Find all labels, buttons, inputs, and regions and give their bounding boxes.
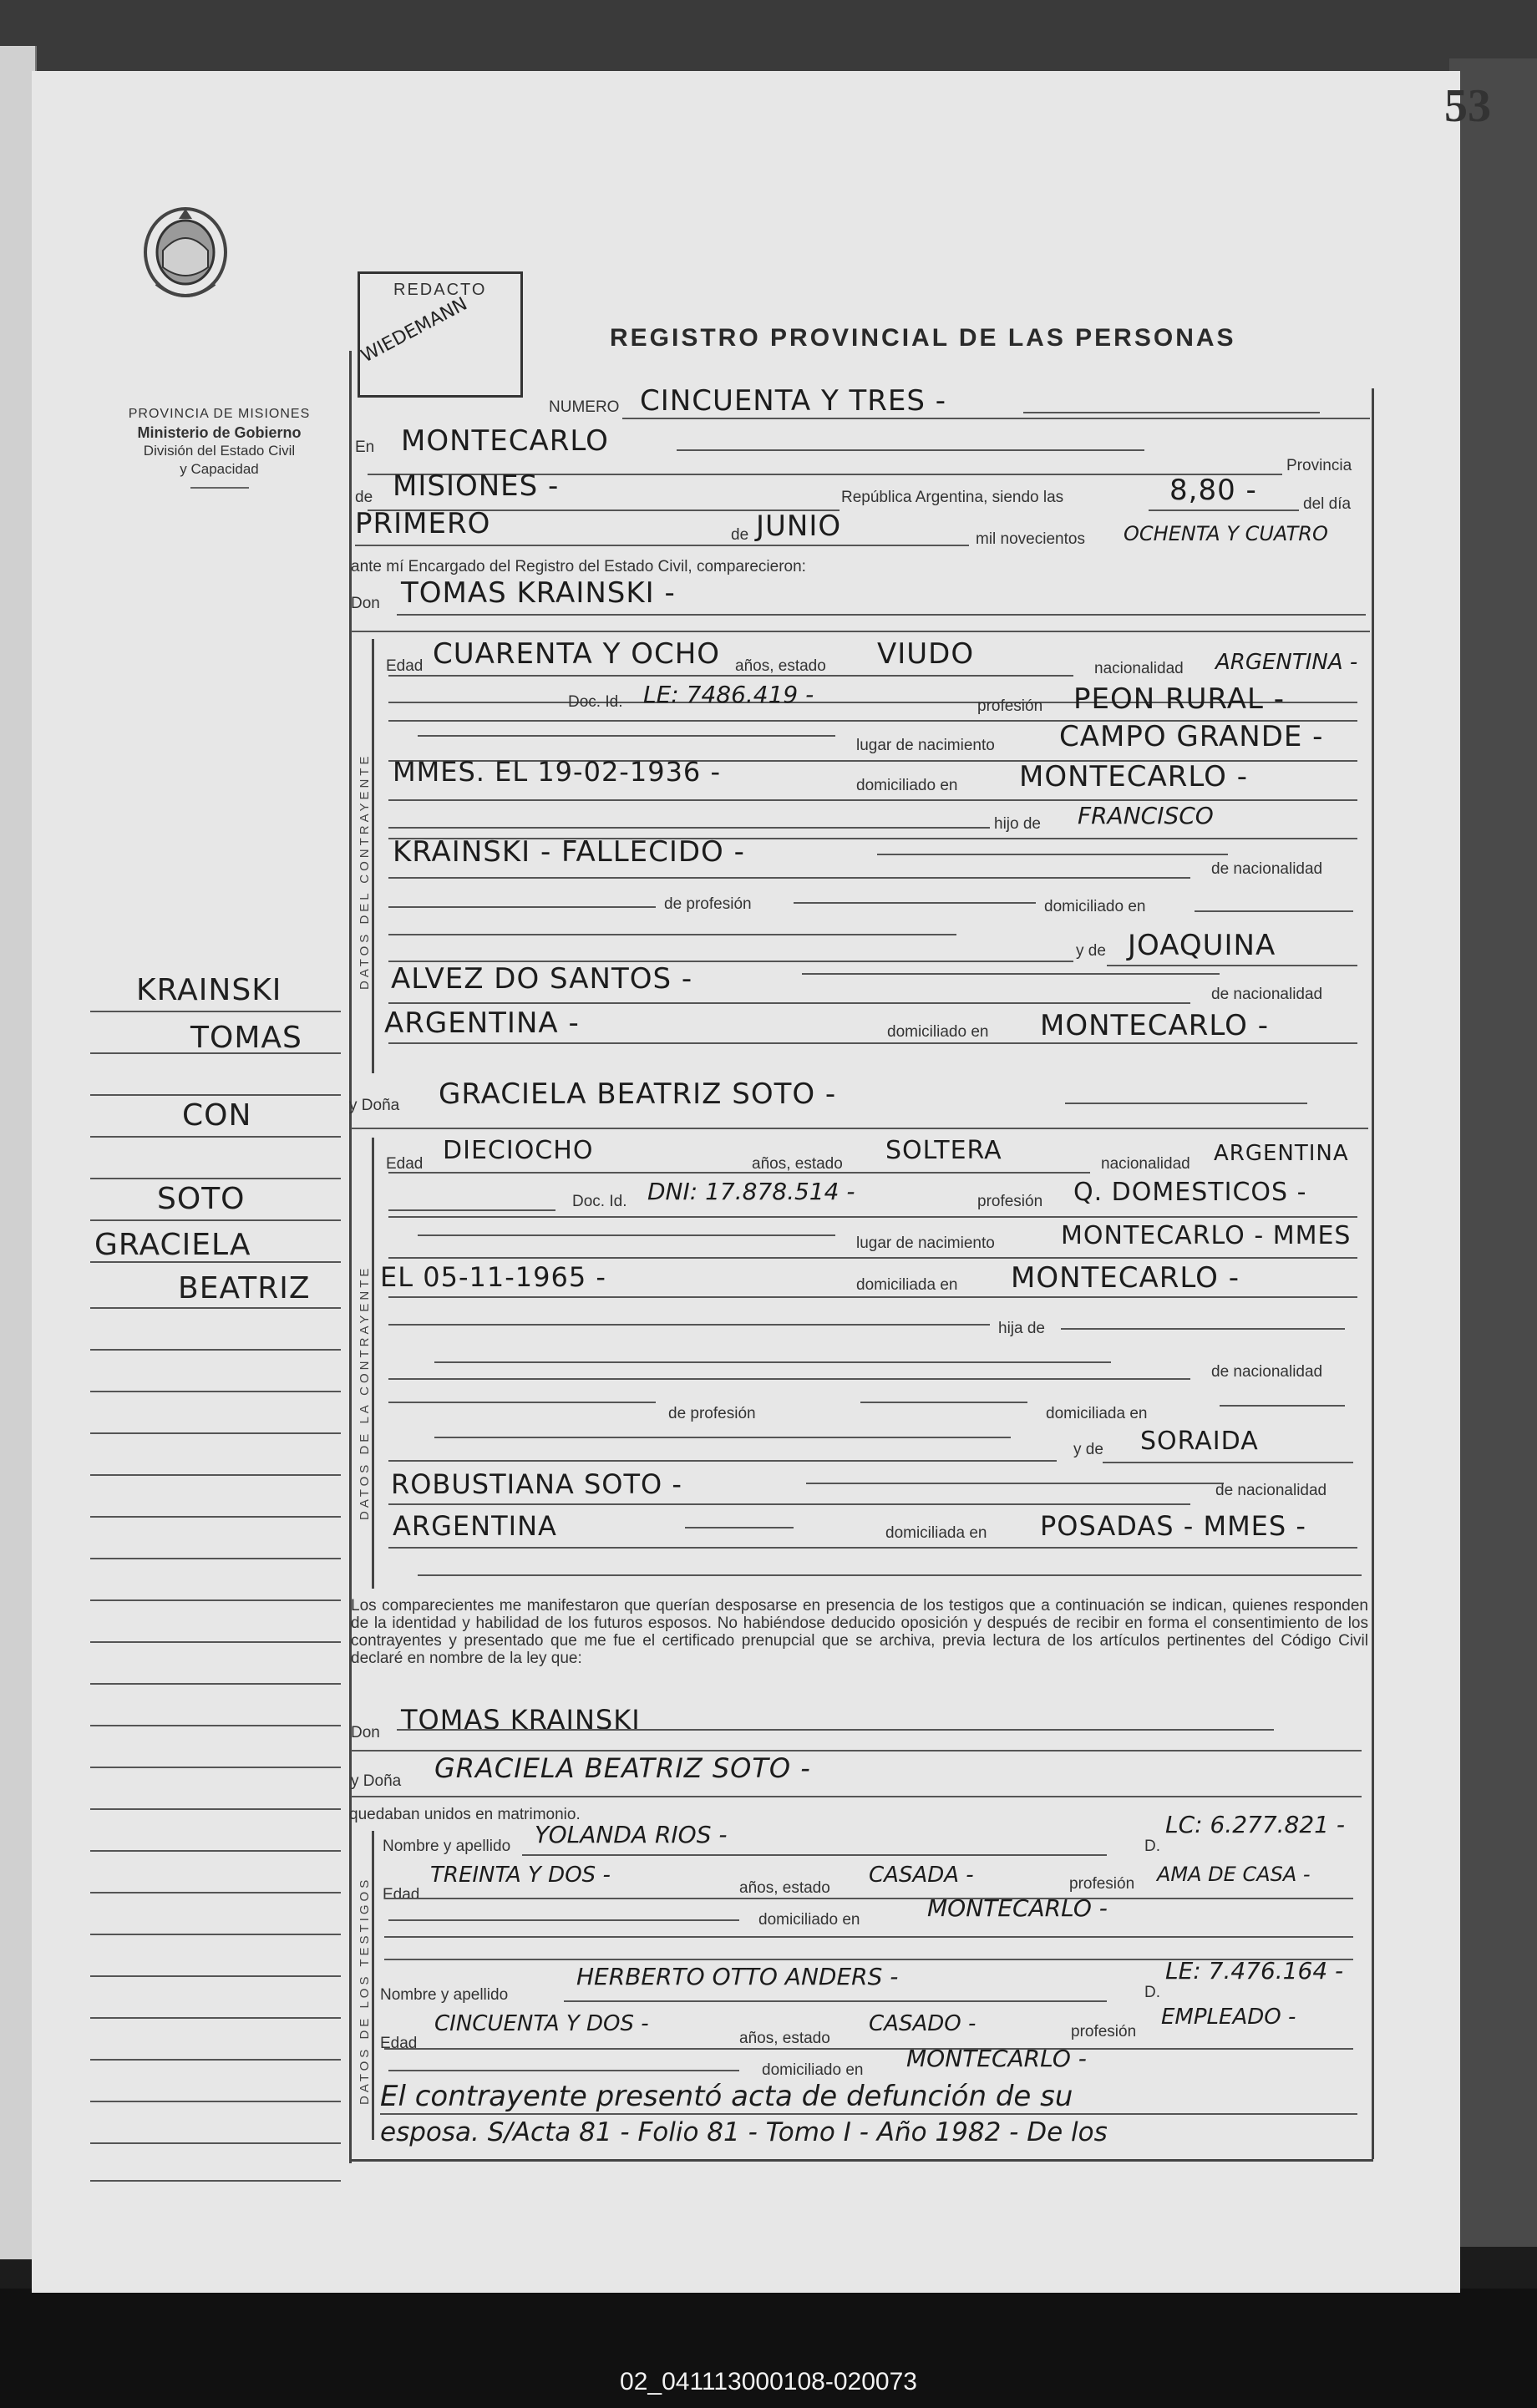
profesion-label-4: profesión — [1071, 2023, 1137, 2040]
contrayenta-edad: DIECIOCHO — [443, 1136, 594, 1165]
contrayenta-lugar-nacimiento: MONTECARLO - MMES — [1061, 1221, 1352, 1250]
fill-line — [388, 2070, 739, 2071]
contrayente-madre-cont: ALVEZ DO SANTOS - — [391, 962, 693, 996]
fill-line — [388, 906, 656, 908]
contrayenta-nacionalidad: ARGENTINA — [1214, 1141, 1349, 1166]
margin-rule — [90, 2017, 341, 2019]
label-datos-testigos: DATOS DE LOS TESTIGOS — [358, 1876, 372, 2105]
testigo2-edad: CINCUENTA Y DOS - — [434, 2011, 649, 2036]
provincia-value: MISIONES - — [393, 469, 560, 503]
de-profesion-label-2: de profesión — [668, 1405, 756, 1422]
nombre-apellido-label-2: Nombre y apellido — [380, 1986, 509, 2004]
domiciliado-label: domiciliado en — [856, 777, 958, 794]
footer-code: 02_041113000108-020073 — [620, 2368, 917, 2395]
domiciliada-label-2: domiciliada en — [1046, 1405, 1148, 1422]
fill-line — [397, 1729, 1274, 1731]
contrayente-padre: FRANCISCO — [1078, 802, 1214, 829]
margin-given-name-1: TOMAS — [190, 1021, 302, 1055]
fill-line — [388, 934, 956, 935]
ciudad-value: MONTECARLO — [401, 424, 609, 458]
fill-line — [434, 1361, 1111, 1363]
contrayenta-madre: SORAIDA — [1140, 1427, 1259, 1456]
ante-text: ante mí Encargado del Registro del Estado Civil, comparecieron: — [351, 558, 806, 575]
fill-line — [622, 418, 1370, 419]
org-line-capacity: y Capacidad — [180, 461, 259, 477]
fill-line — [388, 1257, 1357, 1259]
doc-label: Doc. Id. — [568, 693, 623, 711]
fill-line — [351, 631, 1370, 632]
org-line-ministry: Ministerio de Gobierno — [137, 424, 302, 441]
fill-line — [522, 1854, 1107, 1856]
margin-rule — [90, 1219, 341, 1221]
fill-line — [388, 877, 1190, 879]
edad-label-3: Edad — [383, 1886, 420, 1904]
testigo2-nombre: HERBERTO OTTO ANDERS - — [576, 1963, 899, 1990]
fill-line — [388, 675, 1073, 677]
anos-estado-label-2: años, estado — [752, 1155, 843, 1173]
contrayente-edad: CUARENTA Y OCHO — [433, 637, 721, 671]
y-dona-label-2: y Doña — [351, 1772, 402, 1790]
frame-bottom — [349, 2159, 1373, 2162]
background-right — [1449, 58, 1537, 2247]
de-nacionalidad-label: de nacionalidad — [1211, 860, 1323, 878]
contrayente-profesion: PEON RURAL - — [1073, 682, 1286, 716]
nacionalidad-label-2: nacionalidad — [1101, 1155, 1190, 1173]
mes-value: JUNIO — [756, 509, 842, 543]
fill-line — [1107, 965, 1357, 966]
margin-rule — [90, 1349, 341, 1351]
hija-de-label: hija de — [998, 1320, 1045, 1337]
domiciliado-label-2: domiciliado en — [1044, 898, 1146, 915]
fill-line — [860, 1402, 1027, 1403]
contrayenta-name: GRACIELA BEATRIZ SOTO - — [439, 1077, 837, 1111]
margin-rule — [90, 1178, 341, 1179]
separator — [190, 487, 249, 489]
anos-estado-label: años, estado — [735, 657, 826, 675]
y-de-label: y de — [1076, 942, 1106, 960]
margin-rule — [90, 1432, 341, 1434]
contrayenta-estado: SOLTERA — [885, 1136, 1002, 1165]
fill-line — [388, 1378, 1190, 1380]
label-datos-contrayente: DATOS DEL CONTRAYENTE — [358, 753, 372, 990]
contrayenta-madre-domicilio: POSADAS - MMES - — [1040, 1510, 1306, 1542]
contrayente-nacionalidad: ARGENTINA - — [1215, 650, 1358, 675]
fill-line — [351, 1128, 1368, 1129]
anos-estado-label-3: años, estado — [739, 1879, 830, 1897]
fill-line — [1103, 1462, 1353, 1463]
fill-line — [388, 1460, 1057, 1462]
fill-line — [388, 1402, 656, 1403]
fill-line — [380, 2113, 1357, 2115]
hijo-de-label: hijo de — [994, 815, 1041, 833]
fill-line — [418, 1574, 1362, 1576]
contrayente-doc: LE: 7486.419 - — [643, 681, 814, 708]
edad-label: Edad — [386, 657, 424, 675]
margin-rule — [90, 1391, 341, 1392]
background-top — [0, 0, 1537, 79]
margin-surname-2: SOTO — [157, 1182, 246, 1216]
redacto-stamp — [358, 271, 523, 398]
margin-rule — [90, 1136, 341, 1138]
de-profesion-label: de profesión — [664, 895, 752, 913]
testigo2-doc: LE: 7.476.164 - — [1165, 1957, 1344, 1985]
dia-value: PRIMERO — [355, 507, 491, 540]
fill-line — [351, 1750, 1362, 1752]
fill-line — [384, 2048, 1353, 2050]
fill-line — [388, 1172, 1090, 1174]
contrayenta-nacimiento-cont: EL 05-11-1965 - — [380, 1261, 606, 1293]
fill-line — [1149, 509, 1299, 511]
stamp-label: REDACTO — [393, 281, 487, 299]
margin-rule — [90, 1767, 341, 1768]
fill-line — [388, 1503, 1190, 1505]
contrayenta-profesion: Q. DOMESTICOS - — [1073, 1178, 1307, 1207]
declaracion-don: TOMAS KRAINSKI — [401, 1704, 641, 1736]
fill-line — [418, 735, 835, 737]
fill-line — [564, 2000, 1107, 2002]
margin-rule — [90, 1934, 341, 1935]
margin-rule — [90, 2142, 341, 2144]
profesion-label-3: profesión — [1069, 1875, 1135, 1893]
domiciliada-label-3: domiciliada en — [885, 1524, 987, 1542]
y-de-label-2: y de — [1073, 1441, 1103, 1458]
contrayente-nacimiento-cont: MMES. EL 19-02-1936 - — [393, 756, 721, 788]
margin-rule — [90, 1683, 341, 1685]
de-nacionalidad-label-3: de nacionalidad — [1211, 1363, 1323, 1381]
contrayente-domicilio: MONTECARLO - — [1019, 760, 1248, 793]
declaration-text: Los comparecientes me manifestaron que querían desposarse en presencia de los testigos que a continuación se indican, quienes responden de la identidad y habilidad de los futuros esposos. No habiéndose deducido oposición y después de recibir en forma el consentimiento de los contrayentes y presentado que me fue el certificado prenupcial que se archiva, previa lectura de los artículos pertinentes del Código Civil declaré en nombre de la ley que: — [351, 1597, 1368, 1667]
margin-rule — [90, 1850, 341, 1852]
margin-rule — [90, 1516, 341, 1518]
testigo2-profesion: EMPLEADO - — [1161, 2005, 1296, 2030]
lugar-nac-label: lugar de nacimiento — [856, 737, 995, 754]
fill-line — [355, 545, 969, 546]
fill-line — [388, 1216, 1357, 1218]
fill-line — [388, 1919, 739, 1921]
contrayente-lugar-nacimiento: CAMPO GRANDE - — [1059, 720, 1324, 753]
label-datos-contrayenta: DATOS DE LA CONTRAYENTE — [358, 1265, 372, 1520]
fill-line — [388, 827, 990, 829]
republica-label: República Argentina, siendo las — [841, 489, 1064, 506]
de-nacionalidad-label-2: de nacionalidad — [1211, 986, 1323, 1003]
doc-label-2: Doc. Id. — [572, 1193, 627, 1210]
en-label: En — [355, 439, 375, 456]
testigo1-nombre: YOLANDA RIOS - — [535, 1821, 728, 1848]
provincia-label: Provincia — [1286, 457, 1352, 474]
nota-linea-2: esposa. S/Acta 81 - Folio 81 - Tomo I - Año 1982 - De los — [380, 2117, 1108, 2147]
fill-line — [388, 1042, 1357, 1044]
margin-surname-1: KRAINSKI — [136, 973, 282, 1007]
page-number: 53 — [1444, 80, 1491, 132]
contrayente-estado: VIUDO — [877, 637, 975, 671]
margin-rule — [90, 1474, 341, 1476]
org-line-province: PROVINCIA DE MISIONES — [128, 407, 311, 421]
margin-given-name-3: BEATRIZ — [178, 1271, 311, 1305]
domiciliado-label-3: domiciliado en — [887, 1023, 989, 1041]
declaracion-cierre: quedaban unidos en matrimonio. — [349, 1806, 581, 1823]
contrayenta-doc: DNI: 17.878.514 - — [647, 1178, 855, 1205]
margin-rule — [90, 2059, 341, 2061]
margin-rule — [90, 1094, 341, 1096]
stamp-signature: WIEDEMANN — [358, 293, 471, 368]
fill-line — [388, 1296, 1357, 1298]
contrayente-madre-nacionalidad: ARGENTINA - — [384, 1006, 580, 1040]
margin-rule — [90, 2180, 341, 2182]
fill-line — [877, 854, 1228, 855]
fill-line — [418, 1234, 835, 1236]
org-line-division: División del Estado Civil — [143, 443, 296, 459]
d-label: D. — [1144, 1838, 1160, 1855]
edad-label-4: Edad — [380, 2035, 418, 2052]
fill-line — [794, 902, 1036, 904]
margin-rule — [90, 1975, 341, 1977]
domiciliado-label-4: domiciliado en — [758, 1911, 860, 1929]
lugar-nac-label-2: lugar de nacimiento — [856, 1234, 995, 1252]
fill-line — [1065, 1103, 1307, 1104]
testigo1-estado: CASADA - — [869, 1863, 974, 1888]
nacionalidad-label: nacionalidad — [1094, 660, 1184, 677]
document-title: REGISTRO PROVINCIAL DE LAS PERSONAS — [610, 324, 1236, 352]
domiciliada-label: domiciliada en — [856, 1276, 958, 1294]
testigo1-edad: TREINTA Y DOS - — [430, 1863, 611, 1888]
fill-line — [388, 1209, 555, 1211]
margin-given-name-2: GRACIELA — [94, 1228, 251, 1262]
margin-rule — [90, 1641, 341, 1643]
y-dona-label: y Doña — [349, 1097, 400, 1114]
del-dia-label: del día — [1303, 495, 1352, 513]
testigo2-estado: CASADO - — [869, 2011, 976, 2036]
fill-line — [388, 1324, 990, 1326]
contrayente-madre-domicilio: MONTECARLO - — [1040, 1009, 1269, 1042]
numero-label: NUMERO — [549, 398, 620, 416]
margin-rule — [90, 1892, 341, 1893]
mil-label: mil novecientos — [976, 530, 1085, 548]
section-bracket — [372, 639, 374, 1073]
fill-line — [1023, 412, 1320, 413]
fill-line — [1195, 910, 1353, 912]
section-bracket — [372, 1831, 374, 2140]
fill-line — [685, 1527, 794, 1528]
anos-estado-label-4: años, estado — [739, 2030, 830, 2047]
contrayente-name: TOMAS KRAINSKI - — [401, 576, 676, 610]
don-label: Don — [351, 595, 380, 612]
margin-rule — [90, 1599, 341, 1601]
contrayenta-madre-nacionalidad: ARGENTINA — [393, 1510, 557, 1542]
profesion-label-2: profesión — [977, 1193, 1043, 1210]
margin-rule — [90, 1808, 341, 1810]
fill-line — [388, 1002, 1190, 1004]
anio-value: OCHENTA Y CUATRO — [1124, 522, 1328, 545]
fill-line — [388, 799, 1357, 801]
d-label-2: D. — [1144, 1984, 1160, 2001]
fill-line — [397, 614, 1366, 616]
fill-line — [1061, 1328, 1345, 1330]
margin-conjunction: CON — [182, 1098, 252, 1133]
section-bracket — [372, 1138, 374, 1589]
fill-line — [388, 1547, 1357, 1549]
fill-line — [434, 1437, 1011, 1438]
fill-line — [351, 1796, 1362, 1797]
contrayente-padre-cont: KRAINSKI - FALLECIDO - — [393, 835, 745, 869]
declaracion-dona: GRACIELA BEATRIZ SOTO - — [434, 1752, 811, 1784]
profesion-label: profesión — [977, 697, 1043, 715]
testigo1-profesion: AMA DE CASA - — [1157, 1863, 1311, 1886]
domiciliado-label-5: domiciliado en — [762, 2061, 864, 2079]
fill-line — [384, 1936, 1353, 1938]
testigo1-doc: LC: 6.277.821 - — [1165, 1811, 1345, 1838]
margin-rule — [90, 1307, 341, 1309]
frame-left — [349, 351, 352, 2163]
fill-line — [384, 1898, 1353, 1899]
numero-value: CINCUENTA Y TRES - — [640, 384, 947, 418]
don-label-2: Don — [351, 1724, 380, 1741]
coat-of-arms-icon — [138, 200, 234, 309]
margin-rule — [90, 1558, 341, 1559]
margin-rule — [90, 2101, 341, 2102]
frame-right — [1372, 388, 1374, 2159]
nombre-apellido-label: Nombre y apellido — [383, 1838, 511, 1855]
fill-line — [802, 973, 1220, 975]
de-label-2: de — [731, 526, 749, 544]
de-label: de — [355, 489, 373, 506]
fill-line — [1220, 1405, 1345, 1407]
margin-rule — [90, 1725, 341, 1726]
contrayente-madre: JOAQUINA — [1128, 929, 1276, 962]
de-nacionalidad-label-4: de nacionalidad — [1215, 1482, 1327, 1499]
contrayenta-madre-cont: ROBUSTIANA SOTO - — [391, 1468, 682, 1500]
fill-line — [806, 1483, 1224, 1484]
issuing-office — [88, 405, 351, 489]
hora-value: 8,80 - — [1169, 474, 1257, 507]
margin-rule — [90, 1011, 341, 1012]
nota-linea-1: El contrayente presentó acta de defunción de su — [380, 2080, 1073, 2113]
testigo2-domicilio: MONTECARLO - — [906, 2045, 1087, 2072]
contrayenta-domicilio: MONTECARLO - — [1011, 1261, 1240, 1295]
testigo1-domicilio: MONTECARLO - — [927, 1894, 1108, 1922]
fill-line — [677, 449, 1144, 451]
edad-label-2: Edad — [386, 1155, 424, 1173]
